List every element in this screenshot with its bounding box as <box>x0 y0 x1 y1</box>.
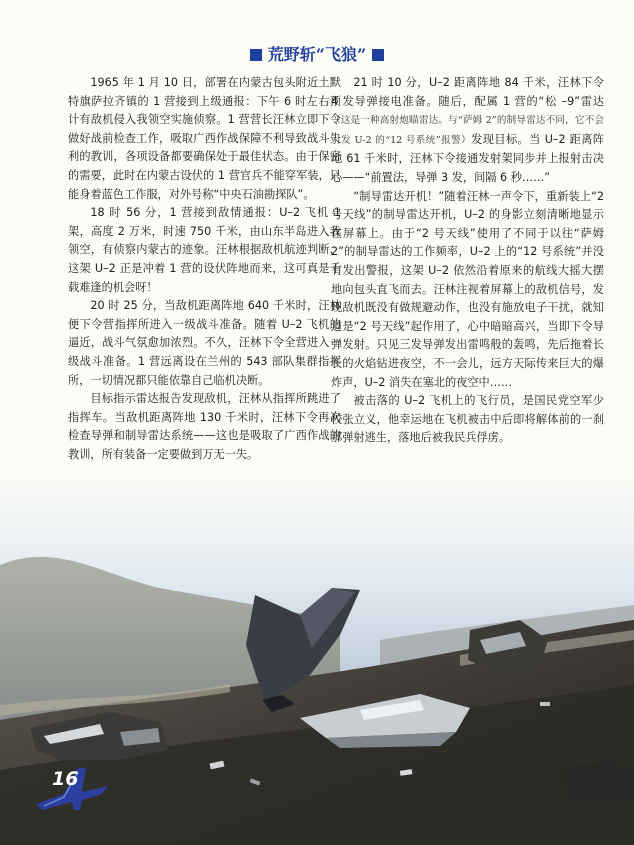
heading-square-right-icon <box>372 49 384 61</box>
paragraph: 1965 年 1 月 10 日，部署在内蒙古包头附近土默特旗萨拉齐镇的 1 营接到上级通报：下午 6 时左右预计有敌机侵入我领空实施侦察。1 营营长汪林立即下令做好战前检查工作，吸取广西作战保障不利导致战斗失利的教训，各项设备都要确保处于最佳状态。由于保密的需要，此时在内蒙古设伏的 1 营官兵不能穿军装，只能身着蓝色工作服，对外号称“中央石油勘探队”。 <box>68 76 341 201</box>
left-text-column <box>68 74 341 464</box>
heading-square-left-icon <box>250 49 262 61</box>
section-title: 荒野斩“飞狼” <box>267 45 367 64</box>
paragraph-note: （这是一种高射炮瞄雷达。与“萨姆 2”的制导雷达不同，它不会引发 U-2 的“12 号系统”报警） <box>331 115 604 146</box>
right-text-column <box>331 74 604 448</box>
paragraph-text: 21 时 10 分，U–2 距离阵地 84 千米，汪林下令 4 发导弹接电准备。随后，配属 1 营的“松 –9”雷达 <box>331 76 604 108</box>
paragraph: 20 时 25 分，当敌机距离阵地 640 千米时，汪林便下令营指挥所进入一级战斗准备。随着 U–2 飞机的逼近，战斗气氛愈加浓烈。不久，汪林下令全营进入一级战斗准备。1 营远离设在兰州的 543 部队集群指挥所，一切情况都只能依靠自己临机决断。 <box>68 299 341 387</box>
paragraph-text: 发现目标。当 U–2 距离阵地 61 千米时，汪林下令接通发射架同步并上报射击决心——“前置法，导弹 3 发，间隔 6 秒……” <box>331 132 604 184</box>
paragraph: “制导雷达开机！”随着汪林一声令下，重新装上“2 号天线”的制导雷达开机，U–2 的身影立刻清晰地显示在屏幕上。由于“2 号天线”使用了不同于以往“萨姆 2”的制导雷达的工作频率，U–2 上的“12 号系统”并没有发出警报，这架 U–2 依然沿着原来的航线大摇大摆地向包头直飞而去。汪林注视着屏幕上的敌机信号，发现敌机既没有做规避动作，也没有施放电子干扰，就知道是“2 号天线”起作用了，心中暗暗高兴，当即下令导弹发射。只见三发导弹发出雷鸣般的轰鸣，先后拖着长长的火焰钻进夜空，不一会儿，远方天际传来巨大的爆炸声，U–2 消失在塞北的夜空中…… <box>331 189 604 389</box>
paragraph <box>331 74 604 188</box>
paragraph: 被击落的 U–2 飞机上的飞行员，是国民党空军少校张立义，他幸运地在飞机被击中后即将解体前的一刹那弹射逃生，落地后被我民兵俘虏。 <box>331 394 604 445</box>
paragraph: 目标指示雷达报告发现敌机，汪林从指挥所跳进了指挥车。当敌机距离阵地 130 千米时，汪林下令再次检查导弹和制导雷达系统——这也是吸取了广西作战的教训，所有装备一定要做到万无一失。 <box>68 392 341 461</box>
paragraph: 18 时 56 分，1 营接到敌情通报：U–2 飞机 1 架，高度 2 万米，时速 750 千米，由山东半岛进入我领空，有侦察内蒙古的迹象。汪林根据敌机航迹判断，这架 U–2 正是冲着 1 营的设伏阵地而来，这可真是千载难逢的机会呀！ <box>68 206 341 294</box>
section-heading <box>0 42 634 65</box>
page-number: 16 <box>52 768 79 790</box>
